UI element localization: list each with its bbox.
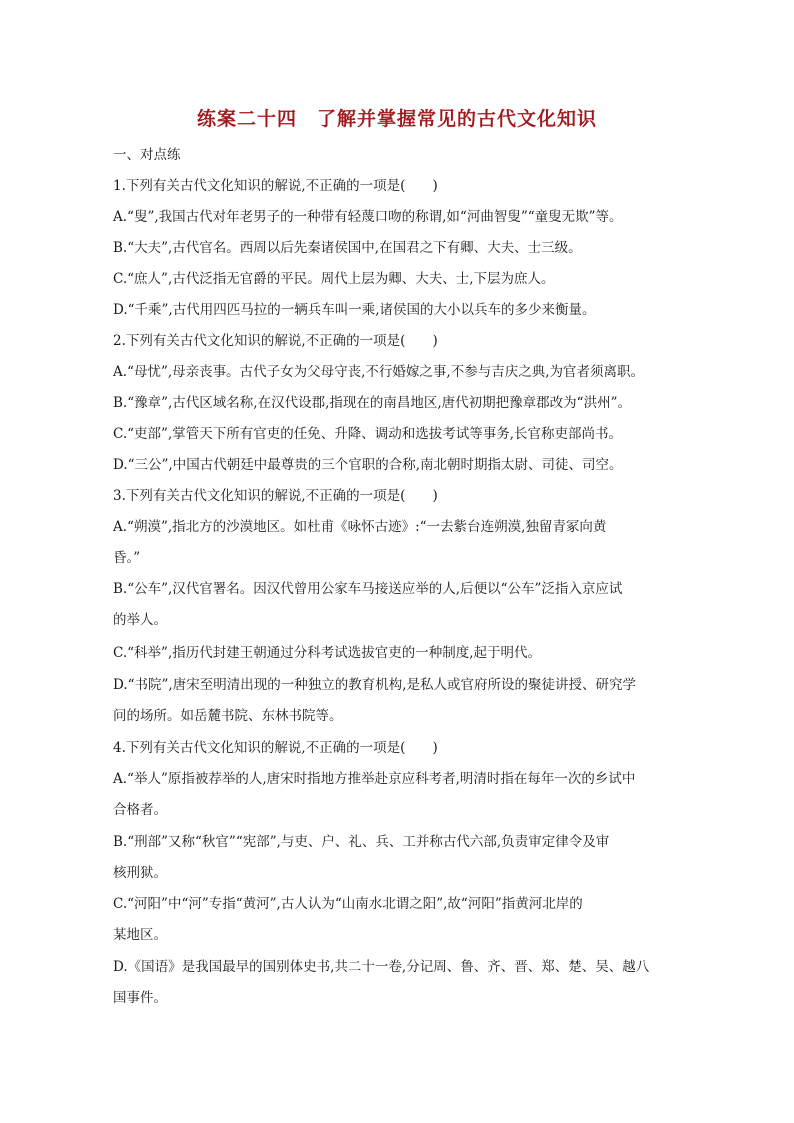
question-4-option-a-line-1: A.“举人”原指被荐举的人,唐宋时指地方推举赴京应科考者,明清时指在每年一次的乡试中 xyxy=(113,771,636,787)
question-4-option-c-line-2: 某地区。 xyxy=(113,927,167,943)
question-2-option-d: D.“三公”,中国古代朝廷中最尊贵的三个官职的合称,南北朝时期指太尉、司徒、司空。 xyxy=(113,457,623,473)
question-1-option-a: A.“叟”,我国古代对年老男子的一种带有轻蔑口吻的称谓,如“河曲智叟”“童叟无欺”等。 xyxy=(113,209,623,225)
question-4-option-c-line-1: C.“河阳”中“河”专指“黄河”,古人认为“山南水北谓之阳”,故“河阳”指黄河北岸的 xyxy=(113,896,583,912)
question-3-option-b-line-2: 的举人。 xyxy=(113,612,167,628)
question-4-stem: 4.下列有关古代文化知识的解说,不正确的一项是( ) xyxy=(113,740,438,756)
question-1-option-c: C.“庶人”,古代泛指无官爵的平民。周代上层为卿、大夫、士,下层为庶人。 xyxy=(113,271,555,287)
question-1-stem: 1.下列有关古代文化知识的解说,不正确的一项是( ) xyxy=(113,178,438,194)
question-3-option-a-line-2: 昏。” xyxy=(113,550,141,566)
question-1-option-d: D.“千乘”,古代用四匹马拉的一辆兵车叫一乘,诸侯国的大小以兵车的多少来衡量。 xyxy=(113,302,596,318)
section-heading: 一、对点练 xyxy=(113,147,181,163)
page-title: 练案二十四 了解并掌握常见的古代文化知识 xyxy=(196,108,597,130)
question-2-option-a: A.“母忧”,母亲丧事。古代子女为父母守丧,不行婚嫁之事,不参与吉庆之典,为官者须离职。 xyxy=(113,364,645,380)
question-1-option-b: B.“大夫”,古代官名。西周以后先秦诸侯国中,在国君之下有卿、大夫、士三级。 xyxy=(113,240,582,256)
question-4-option-b-line-1: B.“刑部”又称“秋官”“宪部”,与吏、户、礼、兵、工并称古代六部,负责审定律令及审 xyxy=(113,834,610,850)
question-3-option-c: C.“科举”,指历代封建王朝通过分科考试选拔官吏的一种制度,起于明代。 xyxy=(113,645,542,661)
question-2-stem: 2.下列有关古代文化知识的解说,不正确的一项是( ) xyxy=(113,333,438,349)
question-2-option-b: B.“豫章”,古代区域名称,在汉代设郡,指现在的南昌地区,唐代初期把豫章郡改为“洪州”。 xyxy=(113,395,631,411)
question-3-option-a-line-1: A.“朔漠”,指北方的沙漠地区。如杜甫《咏怀古迹》:“一去紫台连朔漠,独留青冢向黄 xyxy=(113,519,607,535)
question-4-option-d-line-2: 国事件。 xyxy=(113,990,167,1006)
question-3-option-b-line-1: B.“公车”,汉代官署名。因汉代曾用公家车马接送应举的人,后便以“公车”泛指入京应试 xyxy=(113,581,623,597)
question-4-option-a-line-2: 合格者。 xyxy=(113,802,167,818)
question-3-option-d-line-1: D.“书院”,唐宋至明清出现的一种独立的教育机构,是私人或官府所设的聚徒讲授、研究学 xyxy=(113,677,637,693)
question-3-stem: 3.下列有关古代文化知识的解说,不正确的一项是( ) xyxy=(113,488,438,504)
question-3-option-d-line-2: 问的场所。如岳麓书院、东林书院等。 xyxy=(113,708,343,724)
question-4-option-d-line-1: D.《国语》是我国最早的国别体史书,共二十一卷,分记周、鲁、齐、晋、郑、楚、吴、越八 xyxy=(113,959,650,975)
question-2-option-c: C.“吏部”,掌管天下所有官吏的任免、升降、调动和选拔考试等事务,长官称吏部尚书。 xyxy=(113,426,623,442)
question-4-option-b-line-2: 核刑狱。 xyxy=(113,865,167,881)
